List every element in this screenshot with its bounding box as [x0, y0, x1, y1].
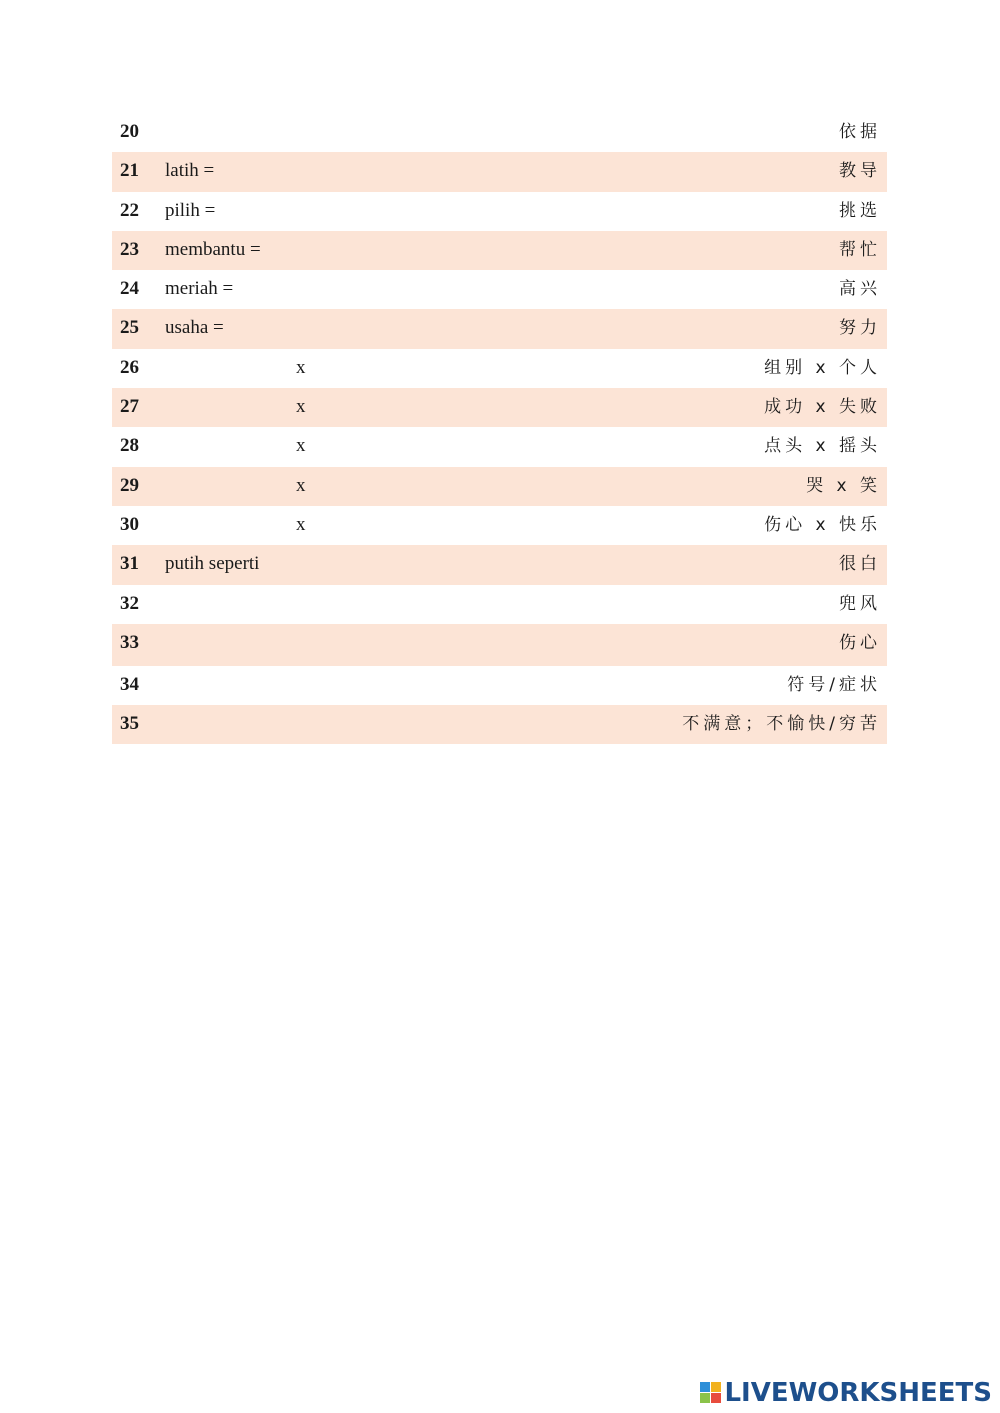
chinese-meaning: 努力 — [839, 318, 881, 339]
table-row — [112, 705, 887, 744]
table-row — [112, 467, 887, 506]
table-row — [112, 506, 887, 545]
malay-word: meriah = — [165, 278, 234, 300]
malay-word: latih = — [165, 160, 215, 182]
chinese-meaning: 高兴 — [839, 279, 881, 300]
row-number: 26 — [120, 356, 139, 378]
table-row — [112, 349, 887, 388]
chinese-meaning: 不满意；不愉快/穷苦 — [682, 714, 881, 735]
malay-word: membantu = — [165, 238, 261, 260]
antonym-marker: x — [296, 396, 306, 418]
chinese-meaning: 组别 x 个人 — [764, 357, 881, 378]
chinese-meaning: 挑选 — [839, 200, 881, 221]
chinese-meaning: 点头 x 摇头 — [764, 436, 881, 457]
row-number: 23 — [120, 238, 139, 260]
malay-word: putih seperti — [165, 553, 260, 575]
chinese-meaning: 依据 — [839, 122, 881, 142]
antonym-marker: x — [296, 435, 306, 457]
antonym-marker: x — [296, 513, 306, 535]
row-number: 29 — [120, 474, 139, 496]
chinese-meaning: 哭 x 笑 — [806, 475, 881, 496]
malay-word: usaha = — [165, 317, 224, 339]
logo-text: LIVEWORKSHEETS — [724, 1378, 992, 1408]
chinese-meaning: 成功 x 失败 — [764, 397, 881, 418]
antonym-marker: x — [296, 474, 306, 496]
row-number: 33 — [120, 631, 139, 653]
row-number: 31 — [120, 553, 139, 575]
chinese-meaning: 帮忙 — [839, 239, 881, 260]
chinese-meaning: 伤心 x 快乐 — [764, 514, 881, 535]
row-number: 27 — [120, 396, 139, 418]
liveworksheets-logo — [700, 1376, 992, 1410]
table-row — [112, 545, 887, 584]
table-row — [112, 192, 887, 231]
row-number: 30 — [120, 513, 139, 535]
worksheet-table — [112, 113, 887, 744]
row-number: 35 — [120, 713, 139, 735]
row-number: 22 — [120, 199, 139, 221]
table-row — [112, 152, 887, 191]
row-number: 28 — [120, 435, 139, 457]
antonym-marker: x — [296, 356, 306, 378]
chinese-meaning: 教导 — [839, 161, 881, 182]
chinese-meaning: 伤心 — [839, 632, 881, 653]
table-row — [112, 270, 887, 309]
row-number: 21 — [120, 160, 139, 182]
table-row — [112, 427, 887, 466]
chinese-meaning: 符号/症状 — [787, 674, 881, 695]
table-row — [112, 231, 887, 270]
table-row — [112, 309, 887, 348]
table-row — [112, 113, 887, 152]
malay-word: pilih = — [165, 199, 216, 221]
row-number: 32 — [120, 592, 139, 614]
row-number: 20 — [120, 121, 139, 142]
chinese-meaning: 兜风 — [839, 593, 881, 614]
row-number: 24 — [120, 278, 139, 300]
row-number: 34 — [120, 673, 139, 695]
table-row — [112, 666, 887, 705]
liveworksheets-logo-icon — [700, 1382, 722, 1404]
table-row — [112, 624, 887, 666]
table-row — [112, 388, 887, 427]
table-row — [112, 585, 887, 624]
chinese-meaning: 很白 — [839, 554, 881, 575]
row-number: 25 — [120, 317, 139, 339]
